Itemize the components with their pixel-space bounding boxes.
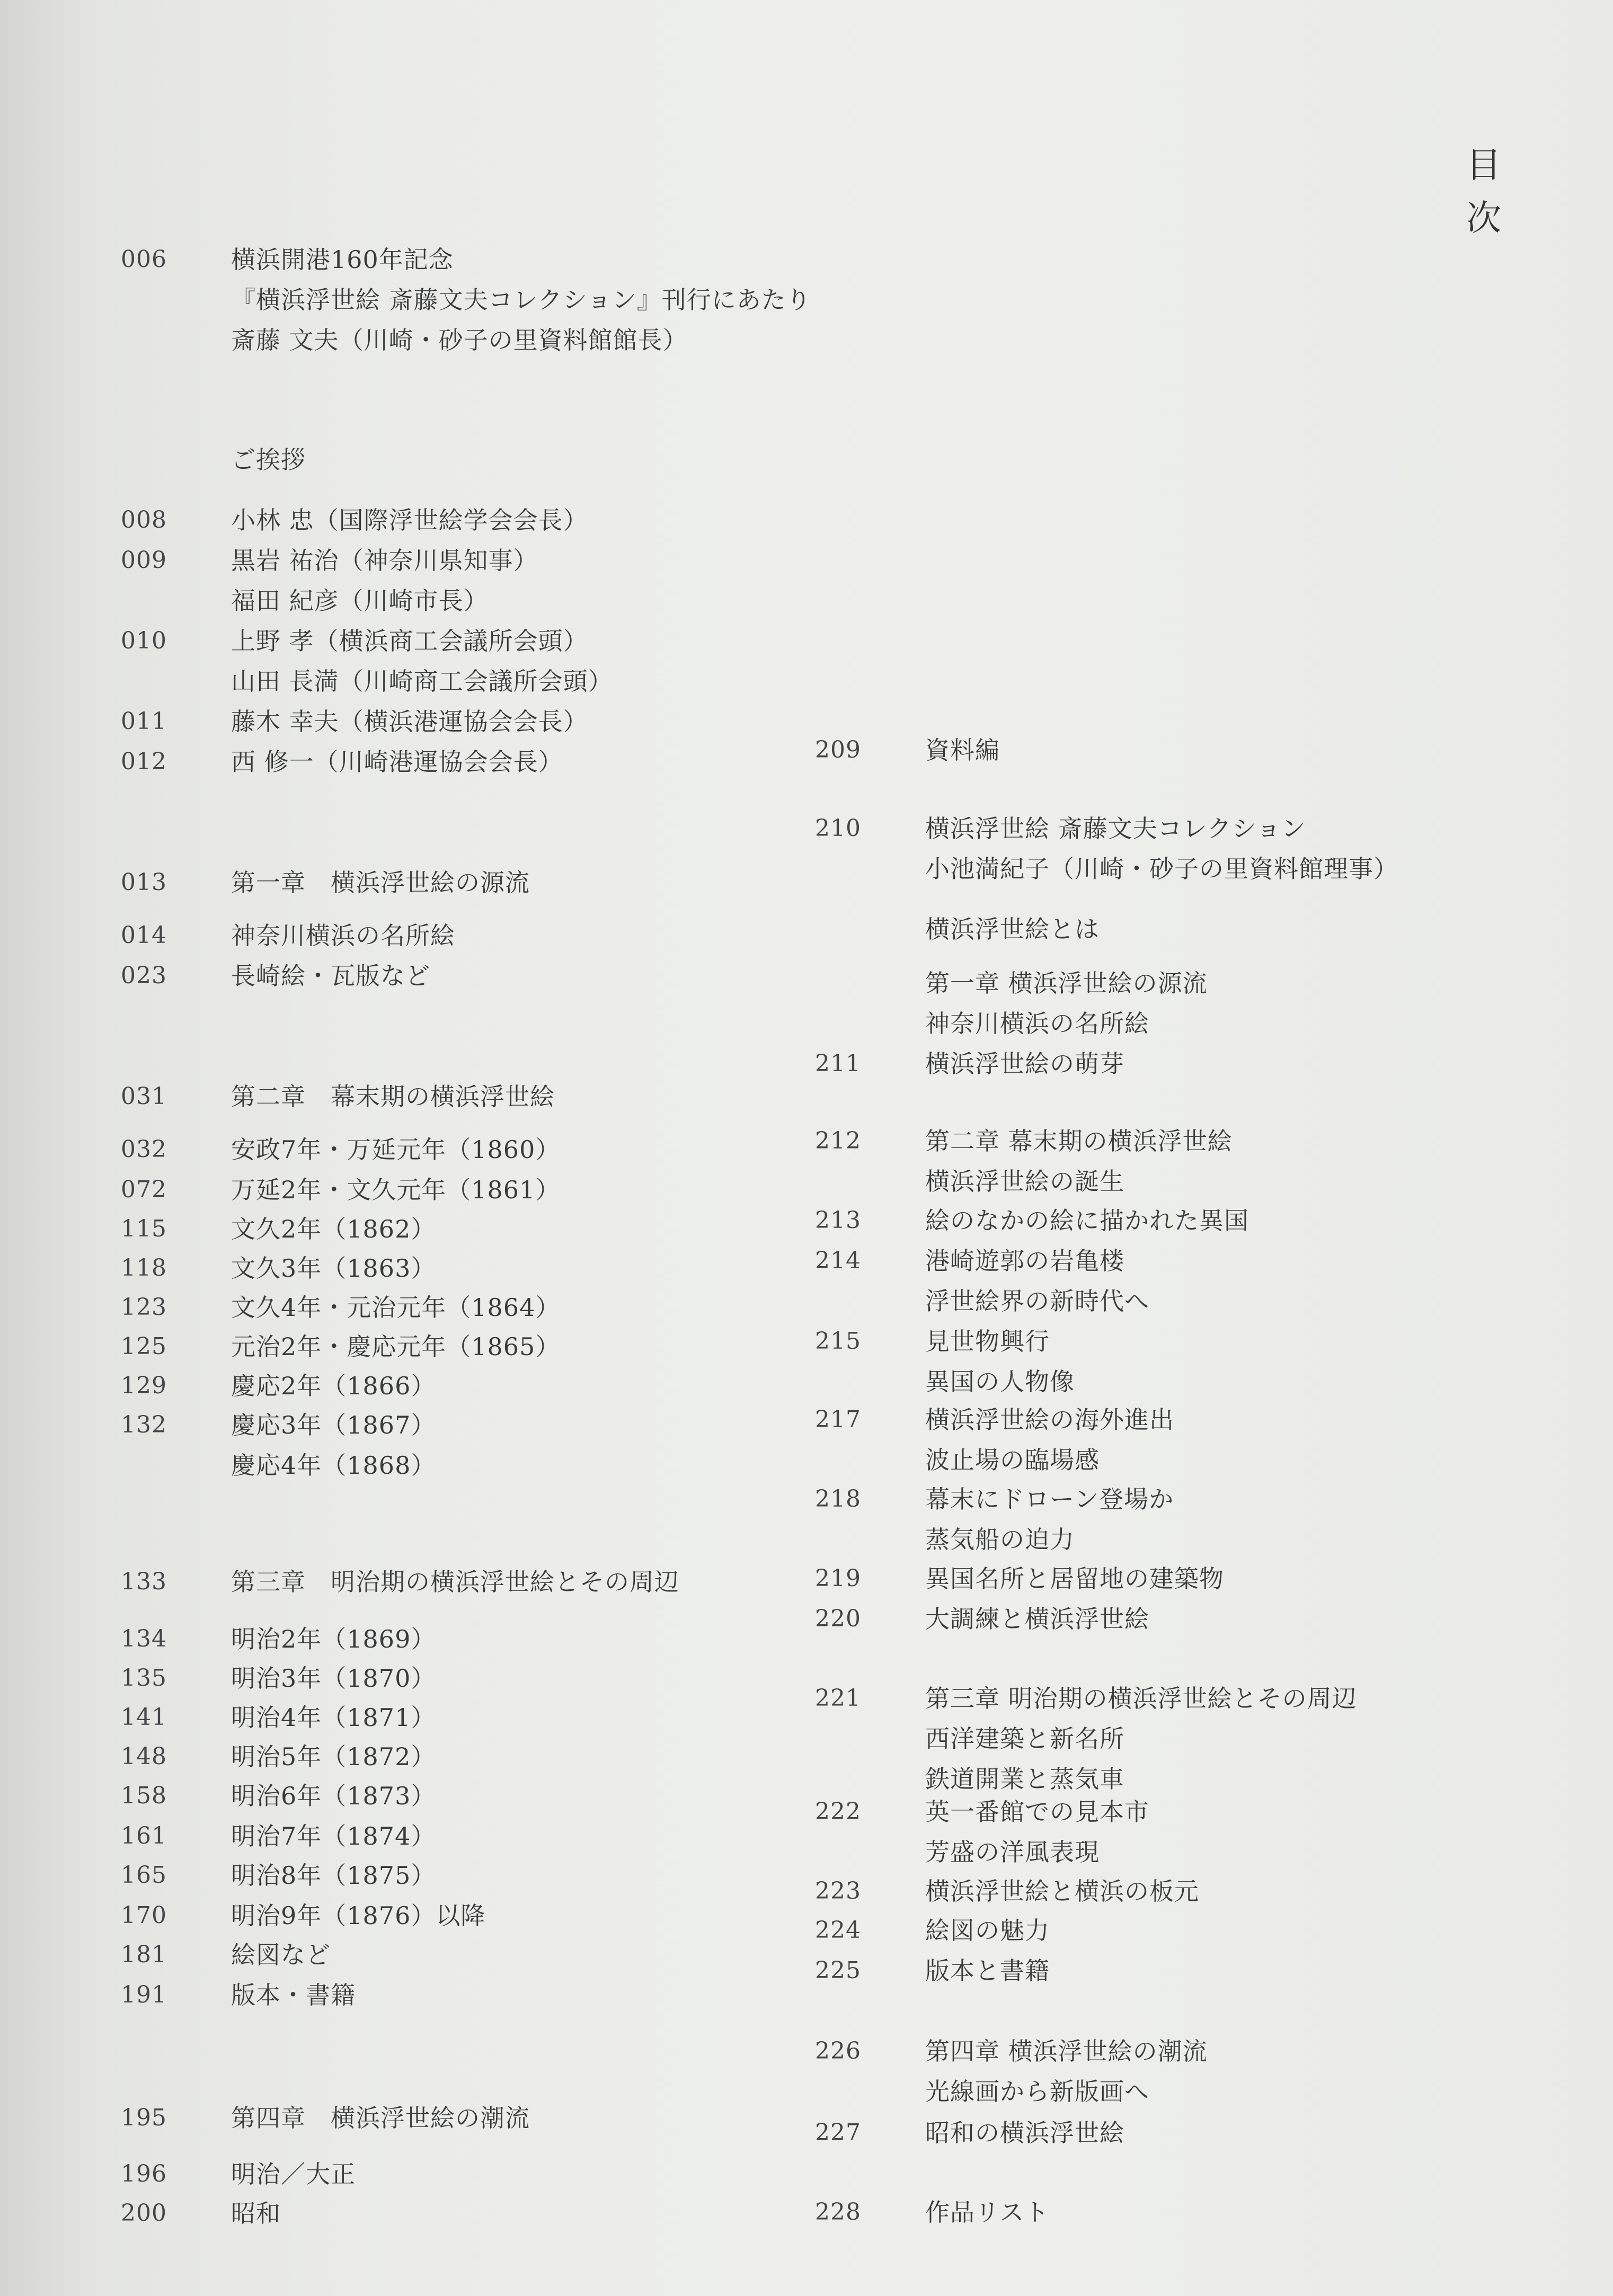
entry-text [231, 1366, 436, 1406]
toc-entry [815, 1044, 1514, 1084]
entry-text [231, 742, 563, 782]
entry-line: 明治8年（1875） [231, 1861, 436, 1890]
entry-text [925, 1678, 1357, 1799]
entry-line: 版本と書籍 [925, 1956, 1050, 1985]
entry-line: 蒸気船の迫力 [925, 1525, 1075, 1554]
toc-entry [815, 963, 1514, 1038]
entry-line: 波止場の臨場感 [925, 1446, 1100, 1474]
entry-text [231, 440, 306, 480]
toc-entry [815, 1559, 1514, 1599]
page-number: 225 [815, 1957, 861, 1984]
entry-line: 明治3年（1870） [231, 1664, 436, 1693]
page-number: 118 [121, 1254, 167, 1282]
toc-entry [121, 1975, 836, 2015]
page-number: 181 [121, 1941, 167, 1968]
page-title-char: 次 [1466, 198, 1501, 238]
entry-text [925, 1200, 1249, 1241]
entry-text [231, 1935, 331, 1975]
page-number: 223 [815, 1877, 861, 1905]
entry-text [231, 1697, 436, 1738]
toc-entry [121, 239, 836, 354]
page-number: 014 [121, 922, 167, 949]
toc-entry [121, 1935, 836, 1975]
page-number: 134 [121, 1625, 167, 1652]
entry-line: 第四章 横浜浮世絵の潮流 [231, 2104, 530, 2132]
page-number: 222 [815, 1798, 861, 1825]
toc-entry [815, 730, 1514, 770]
toc-entry [815, 1400, 1514, 1474]
page-number: 031 [121, 1083, 167, 1110]
entry-line: 明治2年（1869） [231, 1625, 436, 1653]
page-number: 125 [121, 1333, 167, 1360]
entry-line: 福田 紀彦（川崎市長） [231, 586, 489, 615]
entry-text [231, 915, 455, 956]
toc-entry [815, 2192, 1514, 2232]
toc-entry [815, 1321, 1514, 1396]
toc-entry [815, 1951, 1514, 1991]
entry-text [231, 1129, 560, 1170]
entry-line: 『横浜浮世絵 斎藤文夫コレクション』刊行にあたり [231, 286, 811, 314]
entry-text [925, 730, 1000, 770]
toc-entry [121, 862, 836, 903]
entry-text [925, 1241, 1149, 1321]
entry-text [231, 1776, 436, 1816]
toc-entry [121, 1619, 836, 1659]
toc-entry [121, 1697, 836, 1738]
page-number: 006 [121, 246, 167, 273]
entry-text [231, 1248, 436, 1288]
entry-line: 第二章 幕末期の横浜浮世絵 [925, 1127, 1233, 1155]
entry-line: 昭和の横浜浮世絵 [925, 2119, 1124, 2147]
entry-line: 明治6年（1873） [231, 1782, 436, 1810]
page-number: 158 [121, 1782, 167, 1809]
toc-entry [815, 1121, 1514, 1196]
entry-text [231, 956, 430, 996]
entry-line: 西 修一（川崎港運協会会長） [231, 747, 563, 776]
page-number: 217 [815, 1406, 861, 1433]
entry-line: 文久2年（1862） [231, 1215, 436, 1243]
toc-entry [121, 1562, 836, 1602]
page-number: 010 [121, 627, 167, 654]
toc-entry [121, 1129, 836, 1170]
entry-line: 英一番館での見本市 [925, 1797, 1149, 1826]
page-title [1463, 139, 1505, 245]
entry-text [925, 1951, 1050, 1991]
entry-line: 文久3年（1863） [231, 1254, 436, 1283]
entry-text [231, 239, 811, 360]
entry-text [231, 862, 530, 903]
page-number: 218 [815, 1485, 861, 1512]
entry-line: 第一章 横浜浮世絵の源流 [231, 868, 530, 897]
toc-entry [121, 1076, 836, 1117]
page-number: 211 [815, 1050, 861, 1077]
page-number: 200 [121, 2200, 167, 2227]
entry-line: 第三章 明治期の横浜浮世絵とその周辺 [231, 1568, 679, 1596]
toc-entry [121, 2193, 836, 2233]
toc-entry [815, 2113, 1514, 2153]
entry-line: 第四章 横浜浮世絵の潮流 [925, 2037, 1208, 2066]
page-number: 009 [121, 547, 167, 574]
entry-line: 明治4年（1871） [231, 1703, 436, 1732]
entry-line: 万延2年・文久元年（1861） [231, 1176, 561, 1204]
toc-entry [121, 742, 836, 782]
entry-line: 絵のなかの絵に描かれた異国 [925, 1206, 1249, 1235]
toc-entry [121, 956, 836, 996]
entry-line: 第一章 横浜浮世絵の源流 [925, 969, 1208, 998]
toc-entry [121, 1287, 836, 1328]
toc-entry [121, 701, 836, 742]
entry-line: 山田 長満（川崎商工会議所会頭） [231, 667, 613, 696]
entry-text [231, 1855, 436, 1895]
entry-text [925, 1400, 1174, 1480]
page-number: 072 [121, 1176, 167, 1203]
entry-text [925, 2113, 1124, 2153]
entry-text [231, 1619, 436, 1659]
entry-text [231, 2098, 530, 2138]
entry-line: 絵図の魅力 [925, 1916, 1050, 1945]
entry-line: ご挨拶 [231, 446, 306, 474]
page-number: 196 [121, 2160, 167, 2187]
toc-entry [121, 1816, 836, 1856]
entry-line: 明治5年（1872） [231, 1742, 436, 1771]
toc-entry [815, 1678, 1514, 1793]
entry-line: 神奈川横浜の名所絵 [231, 921, 455, 950]
page-number: 013 [121, 869, 167, 896]
page-number: 141 [121, 1704, 167, 1731]
toc-entry [815, 1599, 1514, 1639]
entry-text [925, 909, 1100, 949]
entry-text [925, 2031, 1208, 2112]
page-number: 123 [121, 1294, 167, 1321]
entry-line: 幕末にドローン登場か [925, 1485, 1174, 1514]
entry-text [925, 1910, 1050, 1951]
entry-line: 慶応2年（1866） [231, 1372, 436, 1400]
entry-text [925, 1321, 1075, 1402]
entry-text [231, 1975, 356, 2015]
entry-text [925, 2192, 1049, 2232]
page-number: 191 [121, 1981, 167, 2008]
entry-line: 文久4年・元治元年（1864） [231, 1293, 561, 1322]
entry-text [231, 1209, 436, 1249]
toc-entry [815, 1910, 1514, 1951]
page-number: 220 [815, 1605, 861, 1632]
entry-line: 第二章 幕末期の横浜浮世絵 [231, 1082, 555, 1111]
entry-text [231, 2154, 356, 2194]
toc-entry [121, 1170, 836, 1210]
entry-line: 明治7年（1874） [231, 1822, 436, 1850]
entry-line: 横浜浮世絵の萌芽 [925, 1049, 1124, 1078]
page-number: 170 [121, 1902, 167, 1929]
page-number: 129 [121, 1372, 167, 1399]
entry-text [925, 1479, 1174, 1560]
entry-text [925, 1559, 1224, 1599]
page-number: 224 [815, 1917, 861, 1944]
entry-line: 慶応4年（1868） [231, 1451, 436, 1480]
entry-line: 大調練と横浜浮世絵 [925, 1605, 1149, 1633]
page-number: 165 [121, 1862, 167, 1889]
entry-line: 横浜浮世絵の海外進出 [925, 1405, 1174, 1434]
entry-line: 西洋建築と新名所 [925, 1724, 1124, 1753]
entry-line: 藤木 幸夫（横浜港運協会会長） [231, 707, 588, 736]
entry-line: 小林 忠（国際浮世絵学会会長） [231, 506, 588, 535]
toc-entry [121, 2154, 836, 2194]
entry-line: 明治／大正 [231, 2160, 356, 2188]
entry-text [231, 1895, 485, 1936]
entry-text [231, 621, 613, 701]
entry-line: 浮世絵界の新時代へ [925, 1287, 1149, 1315]
entry-text [925, 1599, 1149, 1639]
entry-text [231, 1327, 560, 1367]
page-number: 215 [815, 1328, 861, 1355]
page-number: 135 [121, 1665, 167, 1692]
toc-entry [121, 621, 836, 696]
entry-line: 作品リスト [925, 2198, 1050, 2227]
toc-entry [121, 440, 836, 480]
entry-text [231, 1816, 436, 1856]
entry-line: 斎藤 文夫（川崎・砂子の里資料館館長） [231, 326, 688, 354]
entry-line: 光線画から新版画へ [925, 2077, 1149, 2106]
toc-entry [815, 808, 1514, 883]
page-number: 212 [815, 1127, 861, 1154]
entry-line: 第三章 明治期の横浜浮世絵とその周辺 [925, 1684, 1357, 1713]
toc-entry [121, 915, 836, 956]
toc-entry [121, 1855, 836, 1895]
toc-entry [121, 1658, 836, 1698]
entry-line: 神奈川横浜の名所絵 [925, 1009, 1149, 1038]
page-number: 219 [815, 1565, 861, 1592]
toc-entry [815, 2031, 1514, 2106]
entry-line: 横浜浮世絵 斎藤文夫コレクション [925, 814, 1306, 843]
page-number: 226 [815, 2037, 861, 2064]
entry-text [231, 500, 588, 540]
page-number: 008 [121, 506, 167, 533]
entry-line: 横浜開港160年記念 [231, 245, 454, 274]
page-number: 209 [815, 736, 861, 763]
entry-text [231, 540, 538, 621]
toc-entry [121, 1366, 836, 1406]
entry-text [925, 1792, 1149, 1872]
entry-line: 長崎絵・瓦版など [231, 962, 430, 990]
entry-line: 昭和 [231, 2199, 281, 2228]
page-number: 132 [121, 1411, 167, 1438]
page-number: 213 [815, 1207, 861, 1234]
toc-entry [815, 909, 1514, 949]
entry-line: 横浜浮世絵とは [925, 915, 1100, 944]
page-number: 115 [121, 1215, 167, 1242]
page-number: 195 [121, 2104, 167, 2131]
entry-text [231, 1170, 560, 1210]
entry-line: 小池満紀子（川崎・砂子の里資料館理事） [925, 855, 1398, 883]
entry-text [231, 1405, 436, 1485]
entry-text [925, 1871, 1199, 1911]
entry-line: 横浜浮世絵の誕生 [925, 1167, 1124, 1196]
entry-line: 港崎遊郭の岩亀楼 [925, 1247, 1124, 1275]
toc-entry [121, 1209, 836, 1249]
entry-text [925, 963, 1208, 1044]
toc-entry [121, 540, 836, 615]
toc-entry [815, 1871, 1514, 1911]
entry-line: 異国名所と居留地の建築物 [925, 1564, 1224, 1593]
toc-entry [121, 1248, 836, 1288]
entry-line: 明治9年（1876）以降 [231, 1901, 486, 1930]
entry-text [231, 1076, 555, 1117]
toc-entry [815, 1241, 1514, 1315]
page-number: 032 [121, 1136, 167, 1163]
page-number: 148 [121, 1743, 167, 1770]
entry-text [925, 1044, 1124, 1084]
toc-entry [121, 1327, 836, 1367]
entry-line: 鉄道開業と蒸気車 [925, 1765, 1124, 1793]
toc-entry [815, 1792, 1514, 1866]
page-number: 210 [815, 815, 861, 842]
toc-entry [121, 1895, 836, 1936]
entry-line: 絵図など [231, 1941, 331, 1969]
entry-line: 異国の人物像 [925, 1367, 1075, 1396]
entry-line: 見世物興行 [925, 1327, 1050, 1356]
entry-line: 版本・書籍 [231, 1981, 356, 2009]
entry-text [231, 1287, 560, 1328]
page-number: 011 [121, 708, 167, 735]
entry-text [925, 1121, 1233, 1202]
entry-line: 資料編 [925, 736, 1000, 764]
page-title-char: 目 [1466, 145, 1501, 185]
entry-text [231, 701, 588, 742]
entry-line: 黒岩 祐治（神奈川県知事） [231, 546, 538, 575]
toc-entry [815, 1479, 1514, 1554]
entry-line: 上野 孝（横浜商工会議所会頭） [231, 627, 588, 655]
toc-entry [121, 1776, 836, 1816]
page-number: 214 [815, 1247, 861, 1274]
page-number: 161 [121, 1822, 167, 1849]
entry-text [231, 1737, 436, 1777]
page-number: 228 [815, 2199, 861, 2226]
entry-text [925, 808, 1398, 889]
toc-entry [121, 1405, 836, 1480]
toc-entry [121, 1737, 836, 1777]
toc-entry [815, 1200, 1514, 1241]
entry-line: 安政7年・万延元年（1860） [231, 1135, 561, 1164]
entry-text [231, 1562, 679, 1602]
entry-text [231, 2193, 281, 2233]
toc-entry [121, 2098, 836, 2138]
page-number: 227 [815, 2119, 861, 2146]
entry-line: 元治2年・慶応元年（1865） [231, 1332, 561, 1361]
page-number: 023 [121, 962, 167, 989]
toc-entry [121, 500, 836, 540]
entry-line: 芳盛の洋風表現 [925, 1838, 1100, 1866]
page-number: 133 [121, 1568, 167, 1595]
page-number: 012 [121, 748, 167, 775]
entry-line: 慶応3年（1867） [231, 1411, 436, 1439]
page-number: 221 [815, 1685, 861, 1712]
entry-text [231, 1658, 436, 1698]
entry-line: 横浜浮世絵と横浜の板元 [925, 1877, 1199, 1906]
